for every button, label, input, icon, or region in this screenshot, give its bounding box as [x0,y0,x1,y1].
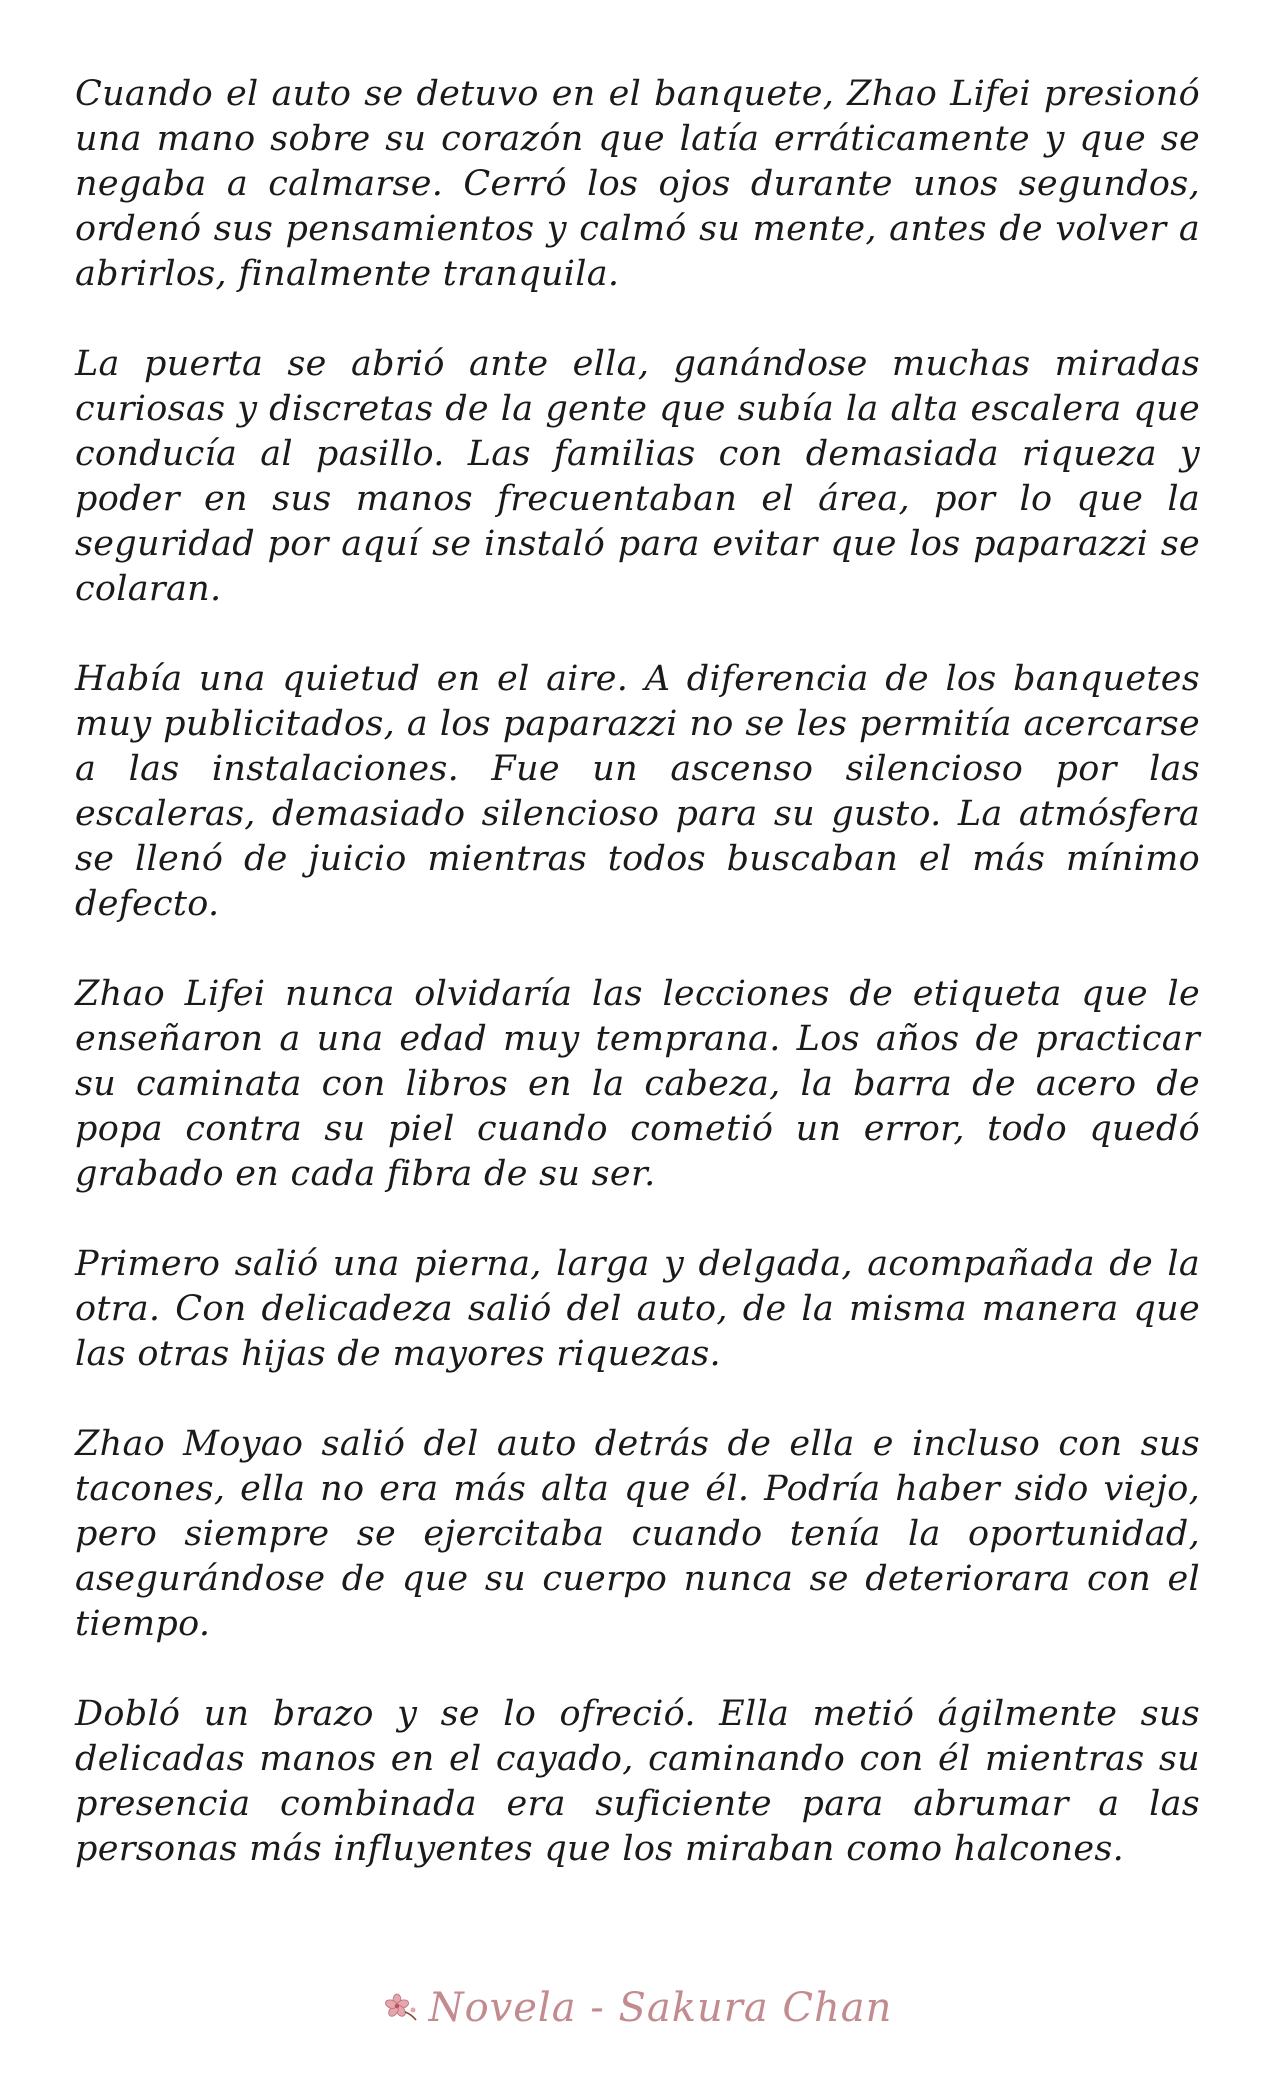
paragraph-7: Dobló un brazo y se lo ofreció. Ella metió ágilmente sus delicadas manos en el cayado, caminando con él mientras su presencia combinada era suficiente para abrumar a las personas más influyentes que los miraban como halcones. [75,1694,1200,1869]
paragraph-3: Había una quietud en el aire. A diferencia de los banquetes muy publicitados, a los paparazzi no se les permitía acercarse a las instalaciones. Fue un ascenso silencioso por las escaleras, demasiado silencioso para su gusto. La atmósfera se llenó de juicio mientras todos buscaban el más mínimo defecto. [75,659,1200,924]
watermark [0,1978,1275,2038]
paragraph-6: Zhao Moyao salió del auto detrás de ella e incluso con sus tacones, ella no era más alta que él. Podría haber sido viejo, pero siempre se ejercitaba cuando tenía la oportunidad, asegurándose de que su cuerpo nunca se deteriorara con el tiempo. [75,1424,1200,1644]
paragraph-2: La puerta se abrió ante ella, ganándose muchas miradas curiosas y discretas de la gente que subía la alta escalera que conducía al pasillo. Las familias con demasiada riqueza y poder en sus manos frecuentaban el área, por lo que la seguridad por aquí se instaló para evitar que los paparazzi se colaran. [75,344,1200,609]
watermark-text: Novela - Sakura Chan [428,1985,893,2031]
sakura-flower-icon [383,1992,419,2024]
paragraph-1: Cuando el auto se detuvo en el banquete, Zhao Lifei presionó una mano sobre su corazón que latía erráticamente y que se negaba a calmarse. Cerró los ojos durante unos segundos, ordenó sus pensamientos y calmó su mente, antes de volver a abrirlos, finalmente tranquila. [75,74,1200,294]
paragraph-4: Zhao Lifei nunca olvidaría las lecciones de etiqueta que le enseñaron a una edad muy temprana. Los años de practicar su caminata con libros en la cabeza, la barra de acero de popa contra su piel cuando cometió un error, todo quedó grabado en cada fibra de su ser. [75,974,1200,1194]
paragraph-5: Primero salió una pierna, larga y delgada, acompañada de la otra. Con delicadeza salió del auto, de la misma manera que las otras hijas de mayores riquezas. [75,1244,1200,1374]
chapter-text [75,72,1200,1872]
